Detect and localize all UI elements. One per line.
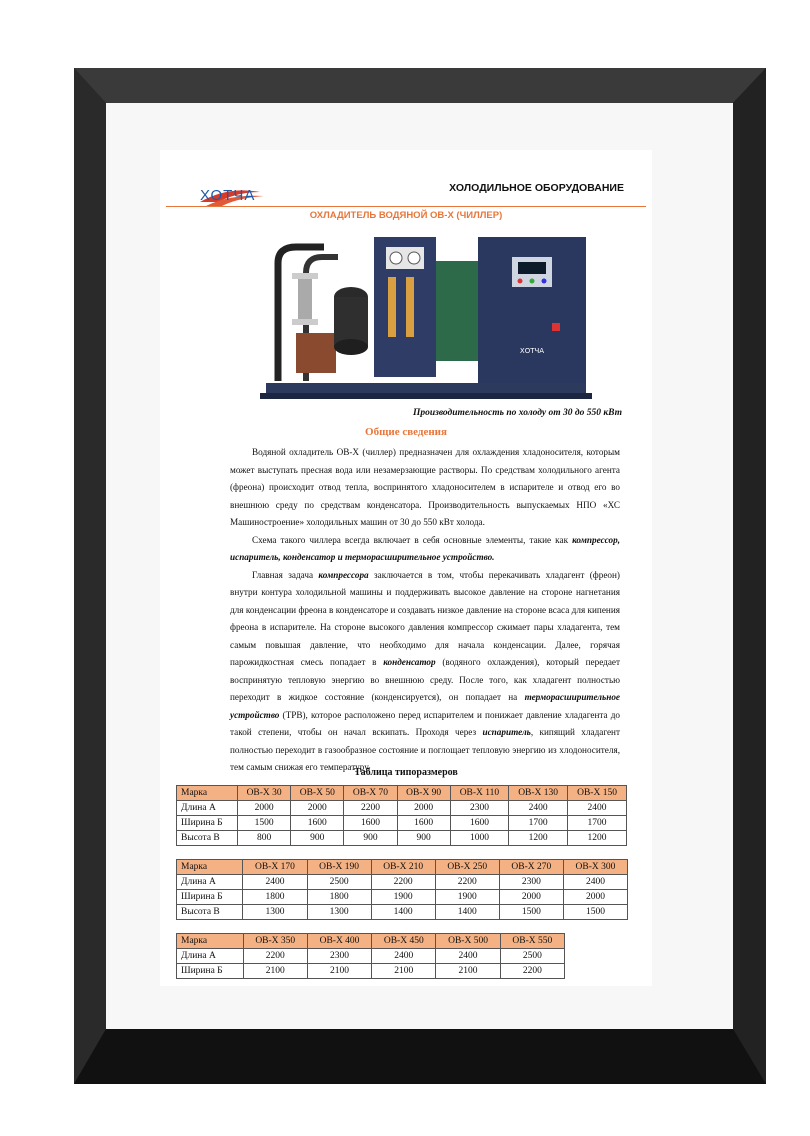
table-header-row: [177, 934, 565, 949]
table-cell: Ширина Б: [177, 816, 238, 831]
table-cell: 2000: [499, 890, 563, 905]
size-table-1: [176, 785, 627, 846]
table-header-cell: ОВ-Х 210: [371, 860, 435, 875]
table-cell: 2200: [344, 801, 397, 816]
text-span: терморасширительное устройство: [230, 692, 620, 720]
chiller-machine-image: [256, 233, 602, 408]
table-cell: 1900: [371, 890, 435, 905]
table-header-cell: ОВ-Х 190: [307, 860, 371, 875]
performance-caption: Производительность по холоду от 30 до 550 кВт: [412, 408, 622, 418]
paragraph-1: [230, 444, 620, 532]
text-span: , кипящий хладагент полностью переходит в газообразное состояние и поглощает тепловую энергию из хлодоносителя, тем самым снижая его температуру.: [230, 727, 620, 772]
paragraph-3: [230, 567, 620, 777]
table-cell: 2000: [238, 801, 291, 816]
text-span: (водяного охлаждения), который передает воспринятую тепловую энергию во внешнюю среду. После того, как хладагент полностью переходит в жидкое состояние (конденсируется), он попадает на: [230, 657, 621, 702]
text-span: конденсатор: [383, 657, 436, 667]
size-table-3: [176, 933, 565, 979]
table-header-row: [177, 860, 628, 875]
table-cell: 1500: [563, 905, 627, 920]
table-cell: 1700: [509, 816, 568, 831]
header-divider: [166, 206, 646, 207]
table-header-cell: ОВ-Х 110: [450, 786, 508, 801]
table-header-cell: ОВ-Х 350: [243, 934, 307, 949]
text-span: испаритель: [482, 727, 531, 737]
table-row: [177, 816, 627, 831]
table-header-row: [177, 786, 627, 801]
text-span: (ТРВ), которое расположено перед испарителем и понижает давление хладагента до такой степени, чтобы он начал вскипать. Проходя через: [230, 709, 620, 737]
table-row: [177, 831, 627, 846]
table-cell: 1900: [435, 890, 499, 905]
table-cell: 1300: [243, 905, 307, 920]
table-cell: 2100: [372, 964, 436, 979]
table-cell: 1300: [307, 905, 371, 920]
table-cell: Ширина Б: [177, 890, 243, 905]
size-table-2: [176, 859, 628, 920]
table-cell: 2500: [307, 875, 371, 890]
table-header-cell: ОВ-Х 270: [499, 860, 563, 875]
table-cell: 2400: [568, 801, 627, 816]
table-cell: Высота В: [177, 905, 243, 920]
section-title: Общие сведения: [365, 426, 447, 438]
table-cell: Длина А: [177, 801, 238, 816]
table-row: [177, 890, 628, 905]
table-cell: 2400: [243, 875, 307, 890]
table-title: Таблица типоразмеров: [354, 767, 458, 778]
table-cell: 900: [291, 831, 344, 846]
text-span: Водяной охладитель ОВ-Х (чиллер) предназначен для охлаждения хладоносителя, которым может выступать пресная вода или незамерзающие растворы. По средствам холодильного агента (фреона) происходит отвод тепла, воспринятого хладоносителем в испарителе и отвод его во внешнюю среду по средствам конденсатора. Производительность выпускаемых НПО «ХС Машиностроение» холодильных машин от 30 до 550 кВт холода.: [230, 447, 620, 527]
text-span: [482, 727, 530, 737]
table-header-cell: ОВ-Х 250: [435, 860, 499, 875]
table-header-cell: ОВ-Х 400: [307, 934, 371, 949]
table-header-cell: ОВ-Х 150: [568, 786, 627, 801]
table-cell: 1600: [397, 816, 450, 831]
table-cell: Длина А: [177, 949, 244, 964]
table-header-cell: Марка: [177, 860, 243, 875]
table-cell: 1500: [499, 905, 563, 920]
table-header-cell: ОВ-Х 170: [243, 860, 307, 875]
table-header-cell: ОВ-Х 130: [509, 786, 568, 801]
table-header-cell: ОВ-Х 90: [397, 786, 450, 801]
table-header-cell: ОВ-Х 550: [500, 934, 564, 949]
table-cell: Высота В: [177, 831, 238, 846]
table-cell: 2000: [291, 801, 344, 816]
table-cell: 2500: [500, 949, 564, 964]
table-cell: 1400: [435, 905, 499, 920]
svg-text:ХОТЧА: ХОТЧА: [519, 347, 545, 355]
text-span: Схема такого чиллера всегда включает в себя основные элементы, такие как: [252, 534, 573, 545]
table-cell: 900: [397, 831, 450, 846]
table-header-cell: ОВ-Х 70: [344, 786, 397, 801]
table-cell: 1600: [291, 816, 344, 831]
table-cell: Длина А: [177, 875, 243, 890]
table-cell: 800: [238, 831, 291, 846]
table-cell: 1600: [450, 816, 508, 831]
table-cell: 2000: [397, 801, 450, 816]
table-row: [177, 875, 628, 890]
table-row: [177, 905, 628, 920]
table-cell: 2000: [563, 890, 627, 905]
table-cell: 2400: [372, 949, 436, 964]
table-cell: 1200: [568, 831, 627, 846]
table-cell: 2200: [500, 964, 564, 979]
table-cell: 2200: [371, 875, 435, 890]
table-cell: 2200: [435, 875, 499, 890]
table-cell: 900: [344, 831, 397, 846]
table-header-cell: Марка: [177, 934, 244, 949]
text-span: [383, 657, 435, 667]
paragraph-2: [230, 532, 620, 567]
table-cell: 2100: [436, 964, 500, 979]
text-span: Главная задача: [252, 569, 319, 580]
text-span: компрессора: [318, 569, 369, 580]
document-page: [160, 150, 652, 986]
text-span: заключается в том, чтобы перекачивать хладагент (фреон) внутри контура холодильной машины и поддерживать высокое давление на стороне нагнетания для конденсации фреона в конденсаторе и создавать низкое давление на стороне всаса для кипения фреона в испарителе. На стороне высокого давления компрессор сжимает пары хладагента, тем самым повышая давление, что необходимо для начала конденсации. Далее, горячая парожидкостная смесь попадает в: [230, 569, 620, 667]
table-cell: 2300: [499, 875, 563, 890]
table-cell: 1600: [344, 816, 397, 831]
table-cell: 2200: [243, 949, 307, 964]
table-cell: 2300: [307, 949, 371, 964]
table-cell: 2400: [509, 801, 568, 816]
table-cell: 1000: [450, 831, 508, 846]
table-row: [177, 964, 565, 979]
table-cell: 2400: [436, 949, 500, 964]
table-cell: 2100: [243, 964, 307, 979]
table-header-cell: Марка: [177, 786, 238, 801]
table-header-cell: ОВ-Х 300: [563, 860, 627, 875]
table-cell: 1500: [238, 816, 291, 831]
table-cell: Ширина Б: [177, 964, 244, 979]
table-header-cell: ОВ-Х 30: [238, 786, 291, 801]
table-cell: 2100: [307, 964, 371, 979]
table-header-cell: ОВ-Х 450: [372, 934, 436, 949]
description-text: [230, 444, 620, 777]
table-row: [177, 949, 565, 964]
table-row: [177, 801, 627, 816]
text-span: [318, 570, 368, 580]
table-header-cell: ОВ-Х 500: [436, 934, 500, 949]
header-title: ХОЛОДИЛЬНОЕ ОБОРУДОВАНИЕ: [449, 182, 624, 194]
table-cell: 1200: [509, 831, 568, 846]
table-cell: 1700: [568, 816, 627, 831]
table-header-cell: ОВ-Х 50: [291, 786, 344, 801]
table-cell: 1800: [243, 890, 307, 905]
table-cell: 2400: [563, 875, 627, 890]
logo-text: ХОТЧА: [200, 187, 256, 204]
table-cell: 2300: [450, 801, 508, 816]
page-subtitle: ОХЛАДИТЕЛЬ ВОДЯНОЙ ОВ-Х (ЧИЛЛЕР): [309, 210, 503, 221]
text-span: компрессор, испаритель, конденсатор и терморасширительное устройство.: [230, 534, 620, 562]
table-cell: 1400: [371, 905, 435, 920]
table-cell: 1800: [307, 890, 371, 905]
